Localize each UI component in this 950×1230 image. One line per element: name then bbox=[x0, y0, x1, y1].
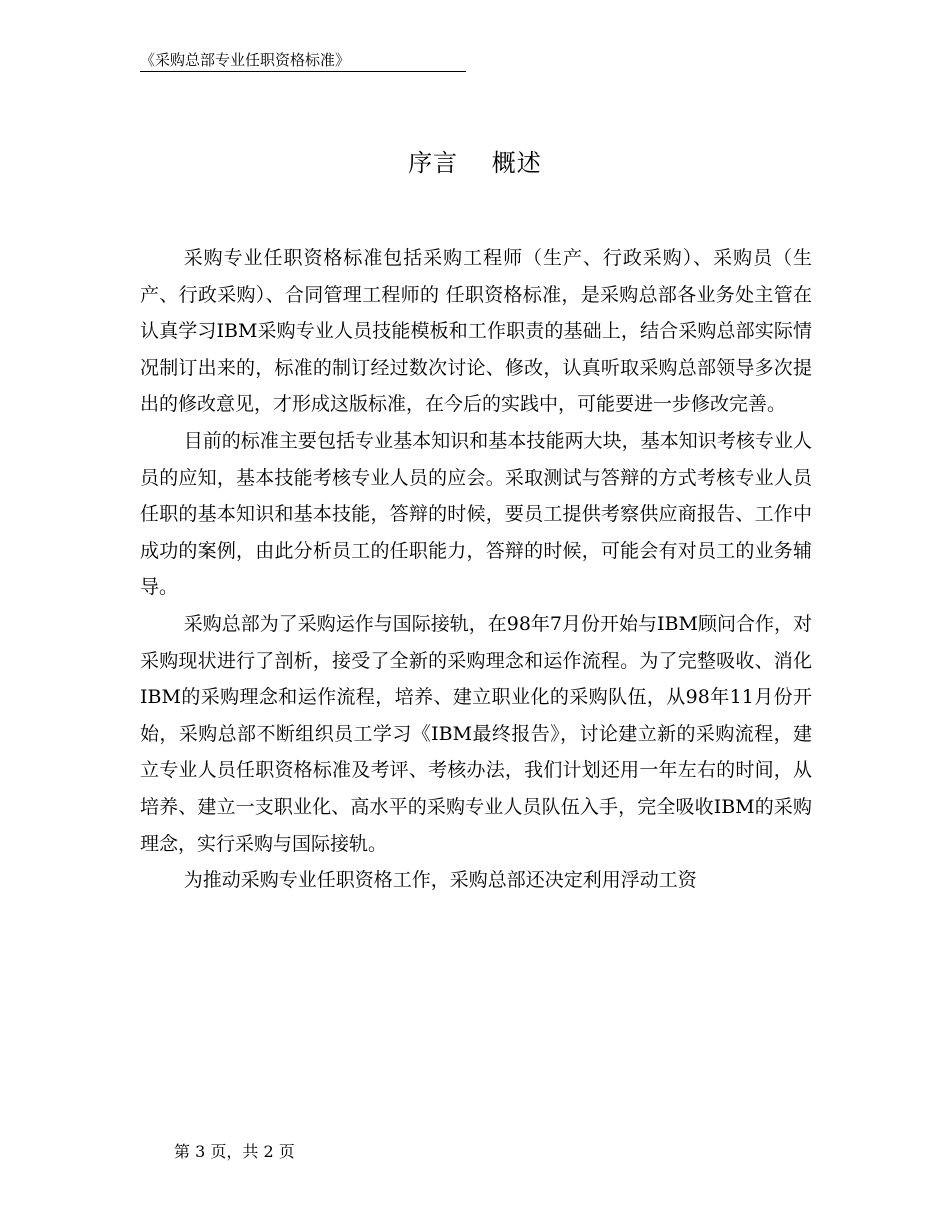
running-header: 《采购总部专业任职资格标准》 bbox=[140, 50, 466, 72]
page-title: 序言 概述 bbox=[408, 149, 542, 177]
page-number-footer: 第 3 页，共 2 页 bbox=[174, 1142, 295, 1161]
paragraph-1: 采购专业任职资格标准包括采购工程师（生产、行政采购）、采购员（生产、行政采购）、合同管理工程师的 任职资格标准，是采购总部各业务处主管在认真学习IBM采购专业人员技能模板和工作职责的基础上，结合采购总部实际情况制订出来的，标准的制订经过数次讨论、修改，认真听取采购总部领导多次提出的修改意见，才形成这版标准，在今后的实践中，可能要进一步修改完善。 bbox=[140, 247, 812, 416]
paragraph-2: 目前的标准主要包括专业基本知识和基本技能两大块，基本知识考核专业人员的应知，基本技能考核专业人员的应会。采取测试与答辩的方式考核专业人员任职的基本知识和基本技能，答辩的时候，要员工提供考察供应商报告、工作中成功的案例，由此分析员工的任职能力，答辩的时候，可能会有对员工的业务辅导。 bbox=[140, 429, 812, 599]
body-text bbox=[140, 240, 812, 899]
paragraph-3: 采购总部为了采购运作与国际接轨，在98年7月份开始与IBM顾问合作，对采购现状进行了剖析，接受了全新的采购理念和运作流程。为了完整吸收、消化IBM的采购理念和运作流程，培养、建立职业化的采购队伍，从98年11月份开始，采购总部不断组织员工学习《IBM最终报告》，讨论建立新的采购流程，建立专业人员任职资格标准及考评、考核办法，我们计划还用一年左右的时间，从培养、建立一支职业化、高水平的采购专业人员队伍入手，完全吸收IBM的采购理念，实行采购与国际接轨。 bbox=[140, 612, 812, 855]
paragraph-4: 为推动采购专业任职资格工作，采购总部还决定利用浮动工资 bbox=[183, 869, 697, 892]
